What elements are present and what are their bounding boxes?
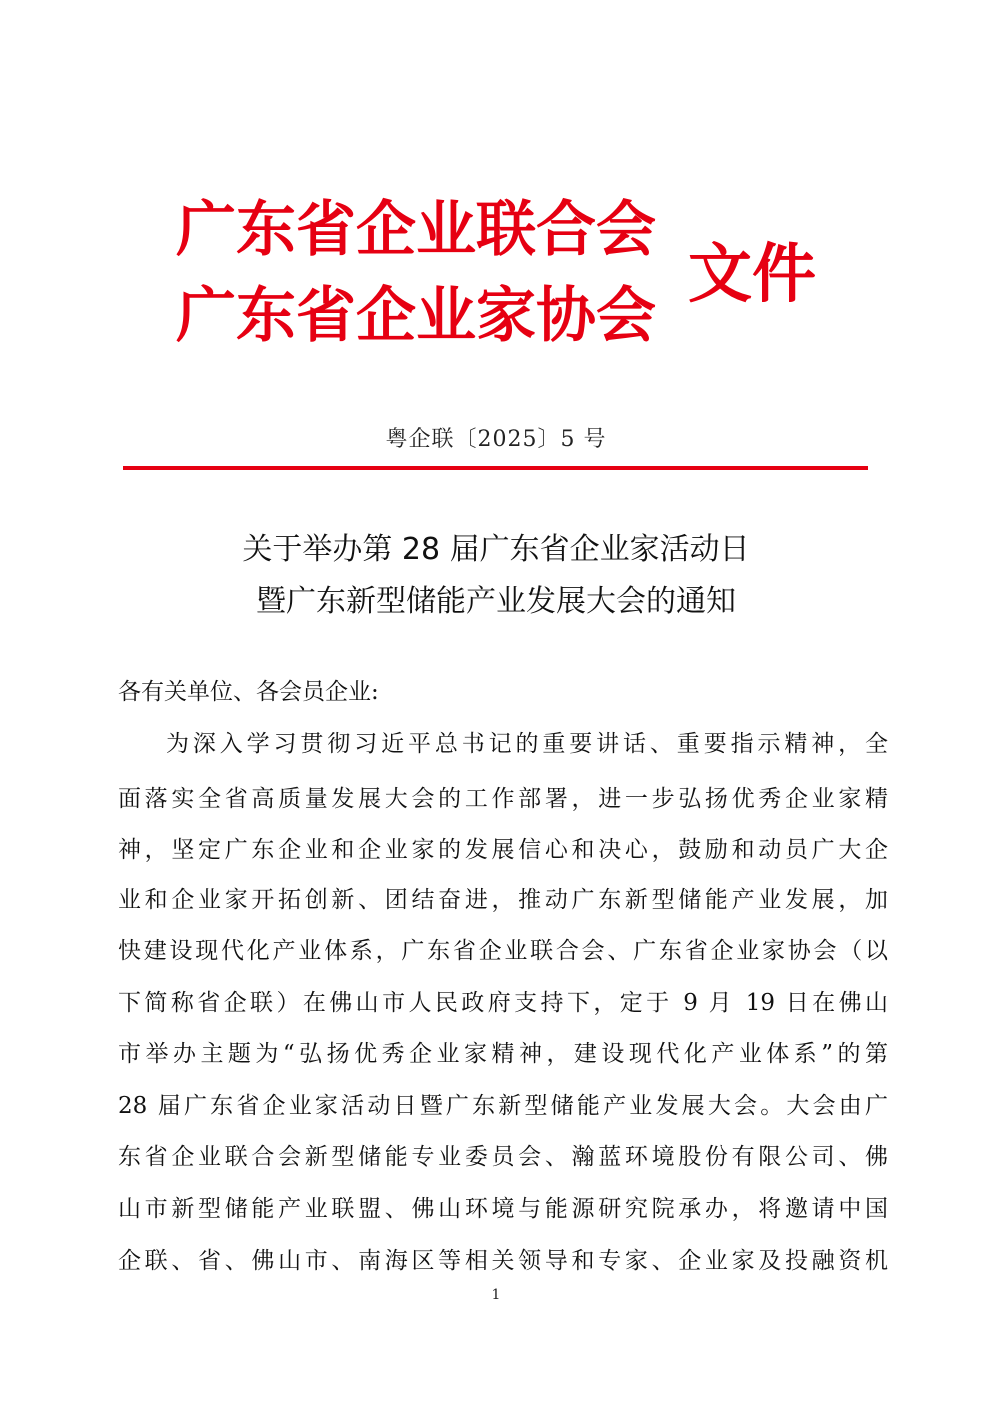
body-line: 神，坚定广东企业和企业家的发展信心和决心，鼓励和动员广大企 [118,837,888,863]
body-line: 下简称省企联）在佛山市人民政府支持下，定于 9 月 19 日在佛山 [118,990,888,1016]
document-title-line-1: 关于举办第 28 届广东省企业家活动日 [242,532,750,567]
body-line: 为深入学习贯彻习近平总书记的重要讲话、重要指示精神，全 [166,731,888,757]
red-masthead [170,185,840,360]
body-line: 28 届广东省企业家活动日暨广东新型储能产业发展大会。大会由广 [118,1093,888,1119]
page-number: 1 [491,1287,501,1303]
body-line: 东省企业联合会新型储能专业委员会、瀚蓝环境股份有限公司、佛 [118,1144,888,1170]
red-separator-line [123,466,868,470]
masthead-org-line-1: 广东省企业联合会 [176,195,656,265]
masthead-document-type: 文件 [688,238,816,312]
document-number: 粤企联〔2025〕5 号 [385,427,607,452]
body-line: 企联、省、佛山市、南海区等相关领导和专家、企业家及投融资机 [118,1248,888,1274]
body-line: 市举办主题为“弘扬优秀企业家精神，建设现代化产业体系”的第 [118,1041,888,1067]
salutation: 各有关单位、各会员企业: [118,679,379,705]
body-line: 业和企业家开拓创新、团结奋进，推动广东新型储能产业发展，加 [118,887,888,913]
document-title-line-2: 暨广东新型储能产业发展大会的通知 [256,584,736,619]
masthead-org-line-2: 广东省企业家协会 [176,281,656,351]
body-line: 山市新型储能产业联盟、佛山环境与能源研究院承办，将邀请中国 [118,1196,888,1222]
body-line: 快建设现代化产业体系，广东省企业联合会、广东省企业家协会（以 [118,938,888,964]
body-line: 面落实全省高质量发展大会的工作部署，进一步弘扬优秀企业家精 [118,786,888,812]
